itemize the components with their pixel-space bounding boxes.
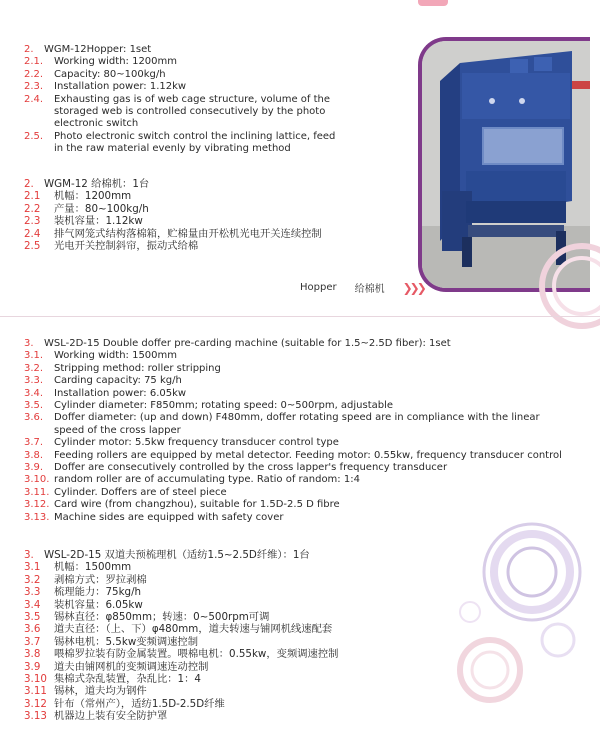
spec-line [24,106,335,118]
spec-line [24,131,335,143]
spec-line [24,375,562,387]
spec-line [24,94,335,106]
spec-line [24,425,562,437]
spec-number: 2.3. [24,81,44,93]
decorative-circles-bottom [440,520,600,756]
spec-number: 3.5. [24,400,44,412]
spec-line [24,203,322,215]
spec-line [24,586,338,598]
spec-line [24,143,335,155]
spec-number: 2.5. [24,130,44,142]
spec-text: 梳理能力：75kg/h [54,586,142,599]
spec-number: 3.8. [24,449,44,461]
spec-number: 3. [24,549,34,561]
spec-line [24,190,322,202]
spec-text: random roller are of accumulating type. Ratio of random: 1:4 [54,474,360,486]
spec-number: 3.12 [24,697,47,710]
chevron-arrows-icon: ❯❯❯ [402,280,424,295]
spec-text: Working width: 1500mm [54,350,178,362]
spec-text: Working width: 1200mm [54,56,178,68]
spec-text: 喂棉罗拉装有防金属装置。喂棉电机：0.55kw，变频调速控制 [54,648,339,661]
spec-line [24,710,338,722]
spec-line [24,661,338,673]
spec-text: 剥棉方式：罗拉剥棉 [54,573,147,586]
spec-line [24,462,562,474]
spec-text: Feeding rollers are equipped by metal detector. Feeding motor: 0.55kw, frequency transducer control [54,449,562,461]
spec-text: Cylinder motor: 5.5kw frequency transducer control type [54,437,339,449]
spec-text: WSL-2D-15 Double doffer pre-carding machine (suitable for 1.5~2.5D fiber): 1set [44,338,451,349]
spec-text: Cylinder. Doffers are of steel piece [54,486,227,498]
spec-number: 3.2. [24,362,44,374]
spec-number: 3.3 [24,586,41,599]
spec-text: 锡林直径：φ850mm；转速：0~500rpm可调 [54,611,270,624]
spec-text: Machine sides are equipped with safety cover [54,511,284,523]
spec-text: 机幅：1200mm [54,190,132,203]
spec-text: electronic switch [54,118,139,130]
spec-line [24,412,562,424]
photo-caption [300,280,424,295]
spec-number: 2.2 [24,202,41,215]
top-tab-mark [418,0,448,6]
spec-line [24,81,335,93]
spec-text: 排气网笼式结构落棉箱，贮棉量由开松机光电开关连续控制 [54,227,322,240]
section-3-chinese [24,549,338,723]
spec-number: 2.3 [24,215,41,228]
spec-text: Card wire (from changzhou), suitable for 1.5D-2.5 D fibre [54,499,340,511]
spec-text: Carding capacity: 75 kg/h [54,375,182,387]
section-3-english [24,338,562,524]
spec-text: Doffer diameter: (up and down) F480mm, doffer rotating speed are in compliance with the linear [54,412,540,424]
spec-number: 2. [24,178,34,190]
spec-line [24,69,335,81]
spec-number: 3.3. [24,375,44,387]
spec-line [24,561,338,573]
spec-number: 3.1. [24,350,44,362]
spec-text: Stripping method: roller stripping [54,362,221,374]
spec-line [24,599,338,611]
spec-line [24,487,562,499]
spec-text: Installation power: 6.05kw [54,387,187,399]
spec-text: Doffer are consecutively controlled by the cross lapper's frequency transducer [54,462,448,474]
spec-text: Capacity: 80~100kg/h [54,68,166,80]
caption-english: Hopper [300,282,337,293]
spec-text: Exhausting gas is of web cage structure, volume of the [54,93,331,105]
spec-text: WGM-12 给棉机：1台 [44,178,150,190]
spec-text: storaged web is controlled consecutively by the photo [54,106,326,118]
spec-number: 3.7. [24,437,44,449]
spec-line [24,400,562,412]
spec-number: 3.9. [24,462,44,474]
spec-line [24,698,338,710]
spec-number: 2.4. [24,93,44,105]
spec-line [24,178,322,190]
section-divider [0,316,600,317]
spec-line [24,363,562,375]
spec-number [24,143,54,155]
spec-line [24,474,562,486]
spec-text: 集棉式杂乱装置，杂乱比：1：4 [54,673,201,686]
spec-number: 3.1 [24,561,41,574]
spec-text: 针布（常州产），适纺1.5D-2.5D纤维 [54,697,225,710]
spec-number: 3.4. [24,387,44,399]
spec-line [24,499,562,511]
spec-number: 3.5 [24,611,41,624]
spec-text: Installation power: 1.12kw [54,81,187,93]
spec-text: Cylinder diameter: F850mm; rotating speed: 0~500rpm, adjustable [54,400,394,412]
spec-line [24,685,338,697]
spec-line [24,549,338,561]
spec-text: speed of the cross lapper [54,424,181,436]
spec-text: 锡林电机：5.5kw变频调速控制 [54,635,199,648]
spec-line [24,648,338,660]
spec-number: 2.1. [24,56,44,68]
spec-line [24,623,338,635]
spec-line [24,574,338,586]
spec-text: 光电开关控制斜帘，振动式给棉 [54,240,199,253]
spec-text: 产量：80~100kg/h [54,202,149,215]
spec-text: 装机容量：1.12kw [54,215,143,228]
spec-number: 3.12. [24,499,50,511]
spec-number: 2.5 [24,240,41,253]
spec-number: 3.10. [24,474,50,486]
spec-line [24,673,338,685]
spec-line [24,240,322,252]
spec-number: 3.6. [24,412,44,424]
spec-number: 3.10 [24,673,47,686]
spec-text: 锡林，道夫均为钢件 [54,685,147,698]
spec-number: 3.8 [24,648,41,661]
spec-line [24,44,335,56]
spec-text: WSL-2D-15 双道夫预梳理机（适纺1.5~2.5D纤维）：1台 [44,549,310,561]
spec-text: 机幅：1500mm [54,561,132,574]
spec-text: 装机容量：6.05kw [54,598,143,611]
spec-line [24,437,562,449]
spec-number: 3.13 [24,710,47,723]
spec-number: 3.11 [24,685,47,698]
spec-number: 3.2 [24,573,41,586]
spec-line [24,118,335,130]
spec-number: 3.7 [24,635,41,648]
spec-text: 道夫直径：（上、下）φ480mm，道夫转速与铺网机线速配套 [54,623,333,636]
spec-text: in the raw material evenly by vibrating method [54,143,291,155]
spec-text: Photo electronic switch control the inclining lattice, feed [54,130,336,142]
spec-number: 2.2. [24,68,44,80]
spec-number: 3.13. [24,511,50,523]
spec-number [24,118,54,130]
spec-number: 3.4 [24,598,41,611]
spec-number: 3.11. [24,486,50,498]
spec-number: 2.4 [24,227,41,240]
section-2-chinese [24,178,322,252]
spec-number [24,425,54,437]
spec-number [24,106,54,118]
spec-text: 机器边上装有安全防护罩 [54,710,168,723]
spec-line [24,450,562,462]
spec-line [24,56,335,68]
spec-text: WGM-12Hopper: 1set [44,44,152,55]
spec-number: 2. [24,44,34,55]
spec-text: 道夫由铺网机的变频调速连动控制 [54,660,209,673]
spec-number: 2.1 [24,190,41,203]
spec-line [24,611,338,623]
spec-line [24,350,562,362]
section-2-english [24,44,335,156]
spec-line [24,388,562,400]
spec-line [24,215,322,227]
spec-line [24,636,338,648]
spec-number: 3.9 [24,660,41,673]
spec-number: 3.6 [24,623,41,636]
spec-line [24,228,322,240]
spec-number: 3. [24,338,34,349]
spec-line [24,338,562,350]
caption-chinese: 给棉机 [354,284,385,295]
